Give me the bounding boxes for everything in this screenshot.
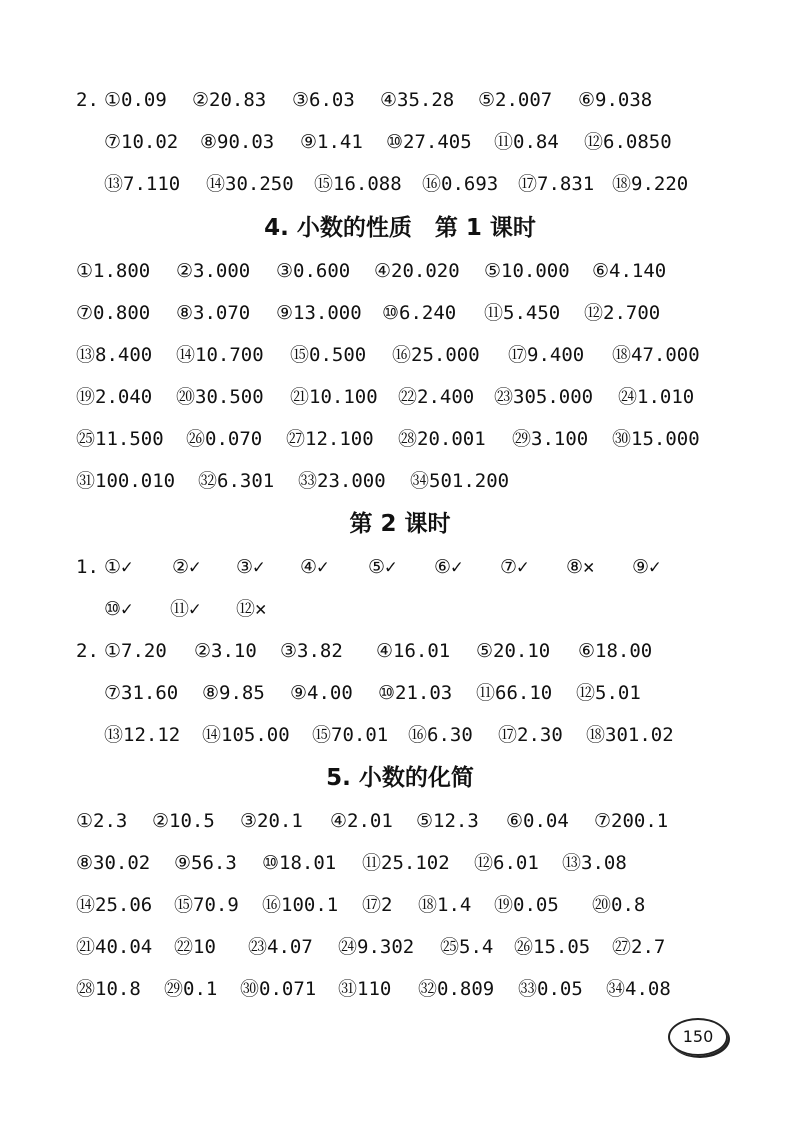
answer-item: ㉔9.302 xyxy=(338,936,415,958)
answer-item: ⑪66.10 xyxy=(476,682,553,704)
answer-item: ⑬12.12 xyxy=(104,724,181,746)
answer-item: ④16.01 xyxy=(376,640,451,662)
answer-item: ⑮16.088 xyxy=(314,173,402,195)
answer-item: ㉖15.05 xyxy=(514,936,591,958)
answer-item: ⑬3.08 xyxy=(562,852,627,874)
question-number: 2. xyxy=(76,89,99,111)
answer-row xyxy=(0,550,800,584)
answer-item: ㉜0.809 xyxy=(418,978,495,1000)
answer-item: ⑲2.040 xyxy=(76,386,153,408)
answer-row xyxy=(0,167,800,201)
answer-item: ①7.20 xyxy=(104,640,167,662)
answer-row xyxy=(0,930,800,964)
answer-item: ⑪0.84 xyxy=(494,131,559,153)
answer-item: ⑩27.405 xyxy=(386,131,472,153)
answer-row xyxy=(0,804,800,838)
answer-item: ⑩21.03 xyxy=(378,682,453,704)
answer-item: ⑤12.3 xyxy=(416,810,479,832)
answer-item: ⑥4.140 xyxy=(592,260,667,282)
answer-item: ⑤20.10 xyxy=(476,640,551,662)
answer-item: ㉒10 xyxy=(174,936,216,958)
answer-item: ⑮70.01 xyxy=(312,724,389,746)
answer-item: ④35.28 xyxy=(380,89,455,111)
answer-item: ⑳0.8 xyxy=(592,894,646,916)
answer-row xyxy=(0,380,800,414)
answer-item: ㉔1.010 xyxy=(618,386,695,408)
answer-item: ㉘10.8 xyxy=(76,978,141,1000)
answer-item: ⑰2 xyxy=(362,894,393,916)
answer-item: ㉙3.100 xyxy=(512,428,589,450)
question-number: 2. xyxy=(76,640,99,662)
answer-item: ⑰9.400 xyxy=(508,344,585,366)
answer-item: ⑩18.01 xyxy=(262,852,337,874)
answer-item: ⑦0.800 xyxy=(76,302,151,324)
answer-item: ⑦10.02 xyxy=(104,131,179,153)
answer-item: ㉕5.4 xyxy=(440,936,494,958)
answer-item: ⑦200.1 xyxy=(594,810,669,832)
answer-item: ⑯25.000 xyxy=(392,344,480,366)
answer-row xyxy=(0,888,800,922)
answer-item: ⑱47.000 xyxy=(612,344,700,366)
answer-row xyxy=(0,676,800,710)
answer-item: ⑥9.038 xyxy=(578,89,653,111)
answer-item: ⑨1.41 xyxy=(300,131,363,153)
answer-item: ⑫6.01 xyxy=(474,852,539,874)
section-title: 4. 小数的性质 第 1 课时 xyxy=(264,215,536,241)
section-title: 5. 小数的化简 xyxy=(326,765,474,791)
answer-item: ⑱301.02 xyxy=(586,724,674,746)
answer-item: ③20.1 xyxy=(240,810,303,832)
answer-item: ⑩✓ xyxy=(104,598,133,620)
answer-item: ③✓ xyxy=(236,556,265,578)
answer-item: ①✓ xyxy=(104,556,133,578)
answer-item: ㉓4.07 xyxy=(248,936,313,958)
answer-item: ⑧90.03 xyxy=(200,131,275,153)
answer-item: ⑯100.1 xyxy=(262,894,339,916)
answer-item: ㉕11.500 xyxy=(76,428,164,450)
answer-item: ②✓ xyxy=(172,556,201,578)
answer-item: ⑤2.007 xyxy=(478,89,553,111)
answer-item: ㉝0.05 xyxy=(518,978,583,1000)
answer-item: ⑦31.60 xyxy=(104,682,179,704)
answer-item: ⑮70.9 xyxy=(174,894,239,916)
answer-item: ⑪✓ xyxy=(170,598,201,620)
answer-item: ⑧9.85 xyxy=(202,682,265,704)
answer-item: ⑨✓ xyxy=(632,556,661,578)
answer-item: ⑧30.02 xyxy=(76,852,151,874)
answer-item: ⑨4.00 xyxy=(290,682,353,704)
answer-item: ㉚0.071 xyxy=(240,978,317,1000)
answer-item: ㉗12.100 xyxy=(286,428,374,450)
answer-item: ⑭10.700 xyxy=(176,344,264,366)
answer-item: ⑫2.700 xyxy=(584,302,661,324)
answer-item: ㉙0.1 xyxy=(164,978,218,1000)
answer-item: ㉝23.000 xyxy=(298,470,386,492)
answer-item: ⑭25.06 xyxy=(76,894,153,916)
answer-row xyxy=(0,592,800,626)
answer-item: ⑪25.102 xyxy=(362,852,450,874)
answer-item: ⑯6.30 xyxy=(408,724,473,746)
answer-row xyxy=(0,464,800,498)
answer-item: ⑫6.0850 xyxy=(584,131,672,153)
answer-row xyxy=(0,83,800,117)
answer-item: ㉛100.010 xyxy=(76,470,176,492)
answer-row xyxy=(0,338,800,372)
answer-item: ⑳30.500 xyxy=(176,386,264,408)
answer-item: ④2.01 xyxy=(330,810,393,832)
answer-item: ①0.09 xyxy=(104,89,167,111)
answer-item: ⑰7.831 xyxy=(518,173,595,195)
answer-row xyxy=(0,846,800,880)
answer-item: ㉑40.04 xyxy=(76,936,153,958)
page-number: 150 xyxy=(668,1018,728,1056)
question-number: 1. xyxy=(76,556,99,578)
answer-item: ⑯0.693 xyxy=(422,173,499,195)
answer-item: ③0.600 xyxy=(276,260,351,282)
answer-row xyxy=(0,718,800,752)
answer-item: ⑱9.220 xyxy=(612,173,689,195)
answer-item: ⑨13.000 xyxy=(276,302,362,324)
answer-item: ②20.83 xyxy=(192,89,267,111)
answer-item: ㉚15.000 xyxy=(612,428,700,450)
answer-item: ②3.10 xyxy=(194,640,257,662)
answer-row xyxy=(0,422,800,456)
answer-item: ⑩6.240 xyxy=(382,302,457,324)
answer-item: ⑬7.110 xyxy=(104,173,181,195)
answer-item: ②3.000 xyxy=(176,260,251,282)
answer-item: ③3.82 xyxy=(280,640,343,662)
answer-item: ⑥✓ xyxy=(434,556,463,578)
answer-item: ⑲0.05 xyxy=(494,894,559,916)
answer-item: ③6.03 xyxy=(292,89,355,111)
answer-item: ①1.800 xyxy=(76,260,151,282)
answer-item: ⑮0.500 xyxy=(290,344,367,366)
answer-row xyxy=(0,254,800,288)
answer-item: ⑭105.00 xyxy=(202,724,290,746)
answer-item: ㉑10.100 xyxy=(290,386,378,408)
answer-row xyxy=(0,972,800,1006)
answer-item: ㉞4.08 xyxy=(606,978,671,1000)
answer-item: ㉞501.200 xyxy=(410,470,510,492)
answer-item: ⑫✕ xyxy=(236,598,267,620)
answer-item: ㉛110 xyxy=(338,978,392,1000)
answer-item: ⑪5.450 xyxy=(484,302,561,324)
answer-item: ㉖0.070 xyxy=(186,428,263,450)
answer-item: ④20.020 xyxy=(374,260,460,282)
answer-item: ④✓ xyxy=(300,556,329,578)
answer-item: ⑤✓ xyxy=(368,556,397,578)
answer-item: ⑱1.4 xyxy=(418,894,472,916)
answer-item: ⑫5.01 xyxy=(576,682,641,704)
answer-item: ㉗2.7 xyxy=(612,936,666,958)
answer-item: ⑥0.04 xyxy=(506,810,569,832)
answer-row xyxy=(0,634,800,668)
answer-item: ㉒2.400 xyxy=(398,386,475,408)
answer-item: ⑬8.400 xyxy=(76,344,153,366)
answer-row xyxy=(0,296,800,330)
answer-item: ⑰2.30 xyxy=(498,724,563,746)
answer-item: ㉘20.001 xyxy=(398,428,486,450)
answer-item: ②10.5 xyxy=(152,810,215,832)
answer-item: ⑦✓ xyxy=(500,556,529,578)
answer-item: ⑥18.00 xyxy=(578,640,653,662)
answer-item: ㉓305.000 xyxy=(494,386,594,408)
answer-item: ⑭30.250 xyxy=(206,173,294,195)
answer-row xyxy=(0,125,800,159)
answer-item: ⑨56.3 xyxy=(174,852,237,874)
answer-item: ㉜6.301 xyxy=(198,470,275,492)
answer-item: ⑧3.070 xyxy=(176,302,251,324)
section-title: 第 2 课时 xyxy=(349,511,451,537)
answer-item: ①2.3 xyxy=(76,810,128,832)
answer-item: ⑧✕ xyxy=(566,556,595,578)
answer-item: ⑤10.000 xyxy=(484,260,570,282)
